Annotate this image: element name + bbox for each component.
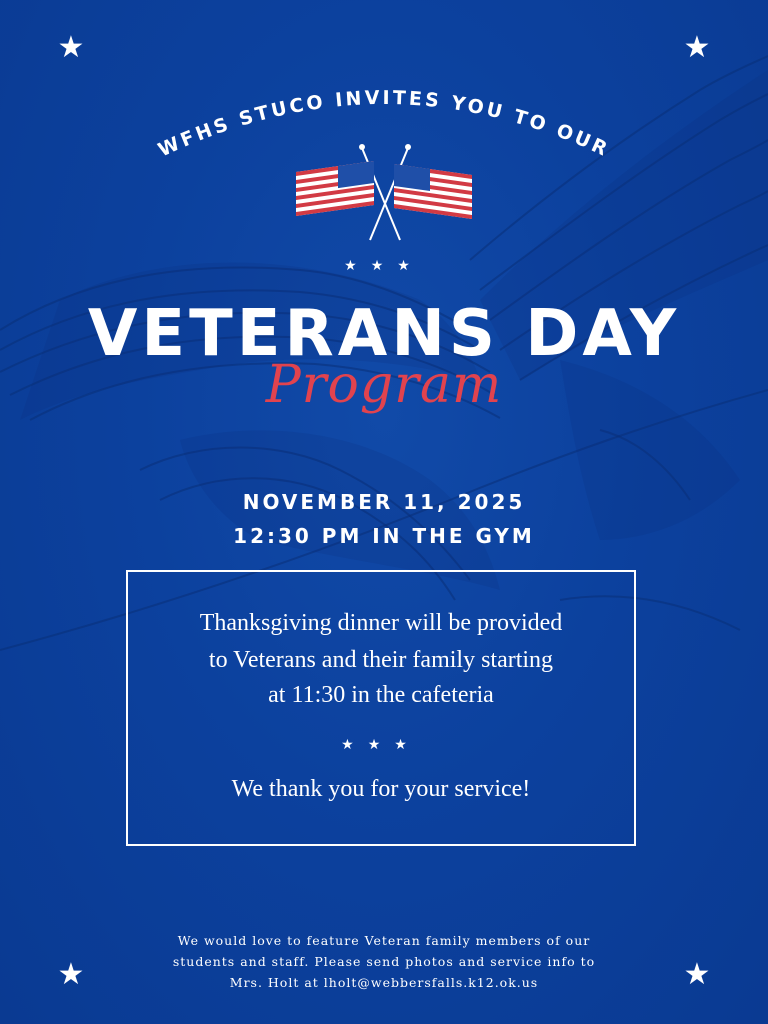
page-title: VETERANS DAY xyxy=(87,297,681,371)
crossed-american-flags-icon xyxy=(290,142,480,246)
info-line: to Veterans and their family starting xyxy=(208,647,554,673)
event-time-location: 12:30 PM IN THE GYM xyxy=(233,524,535,548)
thanks-message: We thank you for your service! xyxy=(231,776,531,802)
info-line: Thanksgiving dinner will be provided xyxy=(199,610,563,636)
corner-star-icon: ★ xyxy=(57,957,85,992)
footer-line: Mrs. Holt at lholt@webbersfalls.k12.ok.us xyxy=(229,975,539,990)
invite-heading-text: WFHS STUCO INVITES YOU TO OUR xyxy=(154,86,614,160)
footer-line: students and staff. Please send photos and service info to xyxy=(172,954,596,969)
footer-note xyxy=(134,930,634,993)
corner-star-icon: ★ xyxy=(683,30,711,65)
corner-star-icon: ★ xyxy=(683,957,711,992)
title-script-subheading: Program xyxy=(265,355,503,415)
decorative-stars-row: ★★★ xyxy=(344,258,424,274)
info-line: at 11:30 in the cafeteria xyxy=(268,682,494,708)
footer-line: We would love to feature Veteran family members of our xyxy=(177,933,591,948)
decorative-stars-row: ★★★ xyxy=(341,737,421,753)
info-box xyxy=(126,570,636,846)
event-date: NOVEMBER 11, 2025 xyxy=(242,490,526,514)
corner-star-icon: ★ xyxy=(57,30,85,65)
